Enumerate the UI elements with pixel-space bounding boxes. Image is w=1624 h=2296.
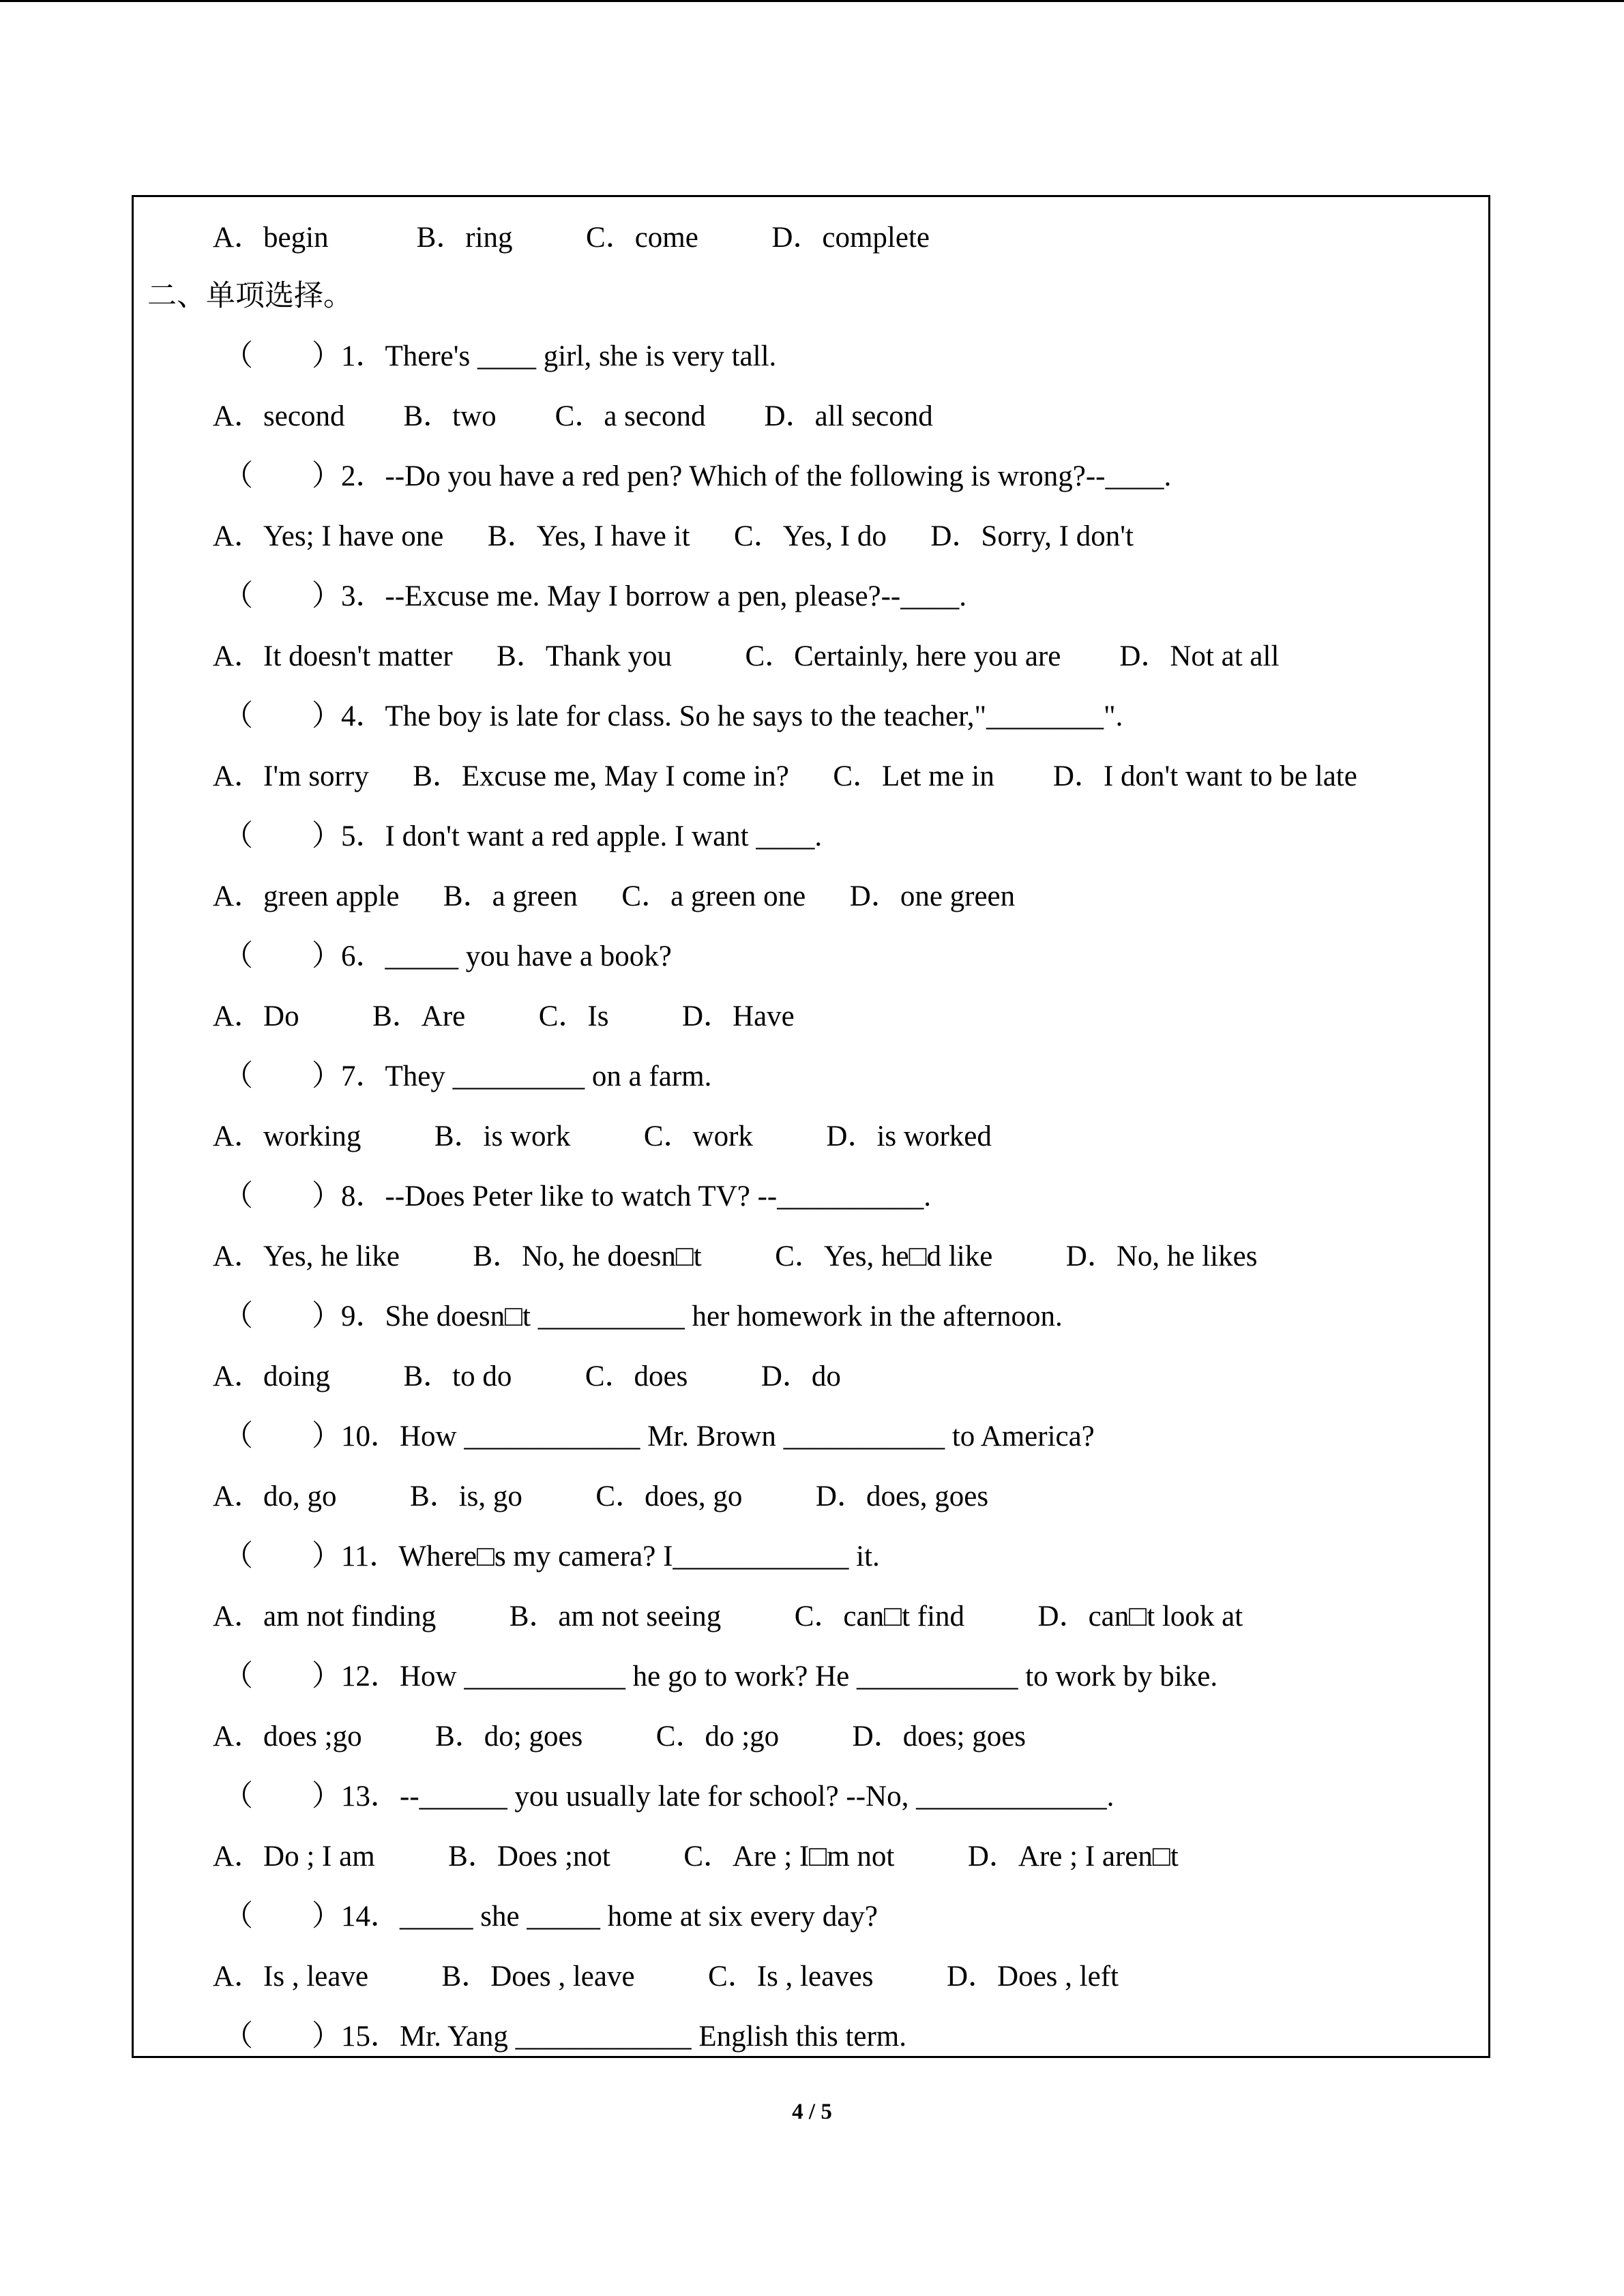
question-1: （ ）1．There's ____ girl, she is very tall. [224, 340, 777, 372]
question-8: （ ）8．--Does Peter like to watch TV? --__________. [224, 1180, 931, 1212]
page-number: 4 / 5 [792, 2100, 832, 2124]
question-9: （ ）9．She doesn□t __________ her homework in the afternoon. [224, 1300, 1063, 1332]
question-7: （ ）7．They _________ on a farm. [224, 1060, 712, 1092]
options-line: A．begin B．ring C．come D．complete [213, 222, 930, 254]
options-11: A．am not finding B．am not seeing C．can□t find D．can□t look at [213, 1600, 1243, 1632]
section-heading: 二、单项选择。 [147, 280, 353, 312]
question-5: （ ）5．I don't want a red apple. I want ____. [224, 820, 823, 852]
options-5: A．green apple B．a green C．a green one D．one green [213, 880, 1016, 912]
question-2: （ ）2．--Do you have a red pen? Which of the following is wrong?--____. [224, 460, 1172, 492]
top-border-line [0, 0, 1624, 2]
options-4: A．I'm sorry B．Excuse me, May I come in? C．Let me in D．I don't want to be late [213, 760, 1357, 792]
options-6: A．Do B．Are C．Is D．Have [213, 1000, 795, 1032]
question-13: （ ）13．--______ you usually late for school? --No, _____________. [224, 1780, 1114, 1813]
question-6: （ ）6．_____ you have a book? [224, 940, 672, 972]
options-9: A．doing B．to do C．does D．do [213, 1360, 841, 1392]
options-14: A．Is , leave B．Does , leave C．Is , leaves D．Does , left [213, 1960, 1119, 1993]
question-12: （ ）12．How ___________ he go to work? He ___________ to work by bike. [224, 1660, 1218, 1693]
question-10: （ ）10．How ____________ Mr. Brown ___________ to America? [224, 1420, 1095, 1452]
options-2: A．Yes; I have one B．Yes, I have it C．Yes, I do D．Sorry, I don't [213, 520, 1134, 552]
question-4: （ ）4．The boy is late for class. So he says to the teacher,"________". [224, 700, 1123, 732]
options-12: A．does ;go B．do; goes C．do ;go D．does; goes [213, 1720, 1027, 1753]
options-7: A．working B．is work C．work D．is worked [213, 1120, 992, 1152]
question-11: （ ）11．Where□s my camera? I____________ it. [224, 1540, 880, 1572]
question-14: （ ）14．_____ she _____ home at six every day? [224, 1900, 878, 1933]
question-3: （ ）3．--Excuse me. May I borrow a pen, please?--____. [224, 580, 967, 612]
question-15: （ ）15．Mr. Yang ____________ English this term. [224, 2021, 906, 2053]
options-1: A．second B．two C．a second D．all second [213, 400, 933, 432]
options-13: A．Do ; I am B．Does ;not C．Are ; I□m not D．Are ; I aren□t [213, 1840, 1179, 1873]
options-8: A．Yes, he like B．No, he doesn□t C．Yes, he□d like D．No, he likes [213, 1240, 1258, 1272]
options-10: A．do, go B．is, go C．does, go D．does, goes [213, 1480, 989, 1512]
options-3: A．It doesn't matter B．Thank you C．Certainly, here you are D．Not at all [213, 640, 1280, 672]
